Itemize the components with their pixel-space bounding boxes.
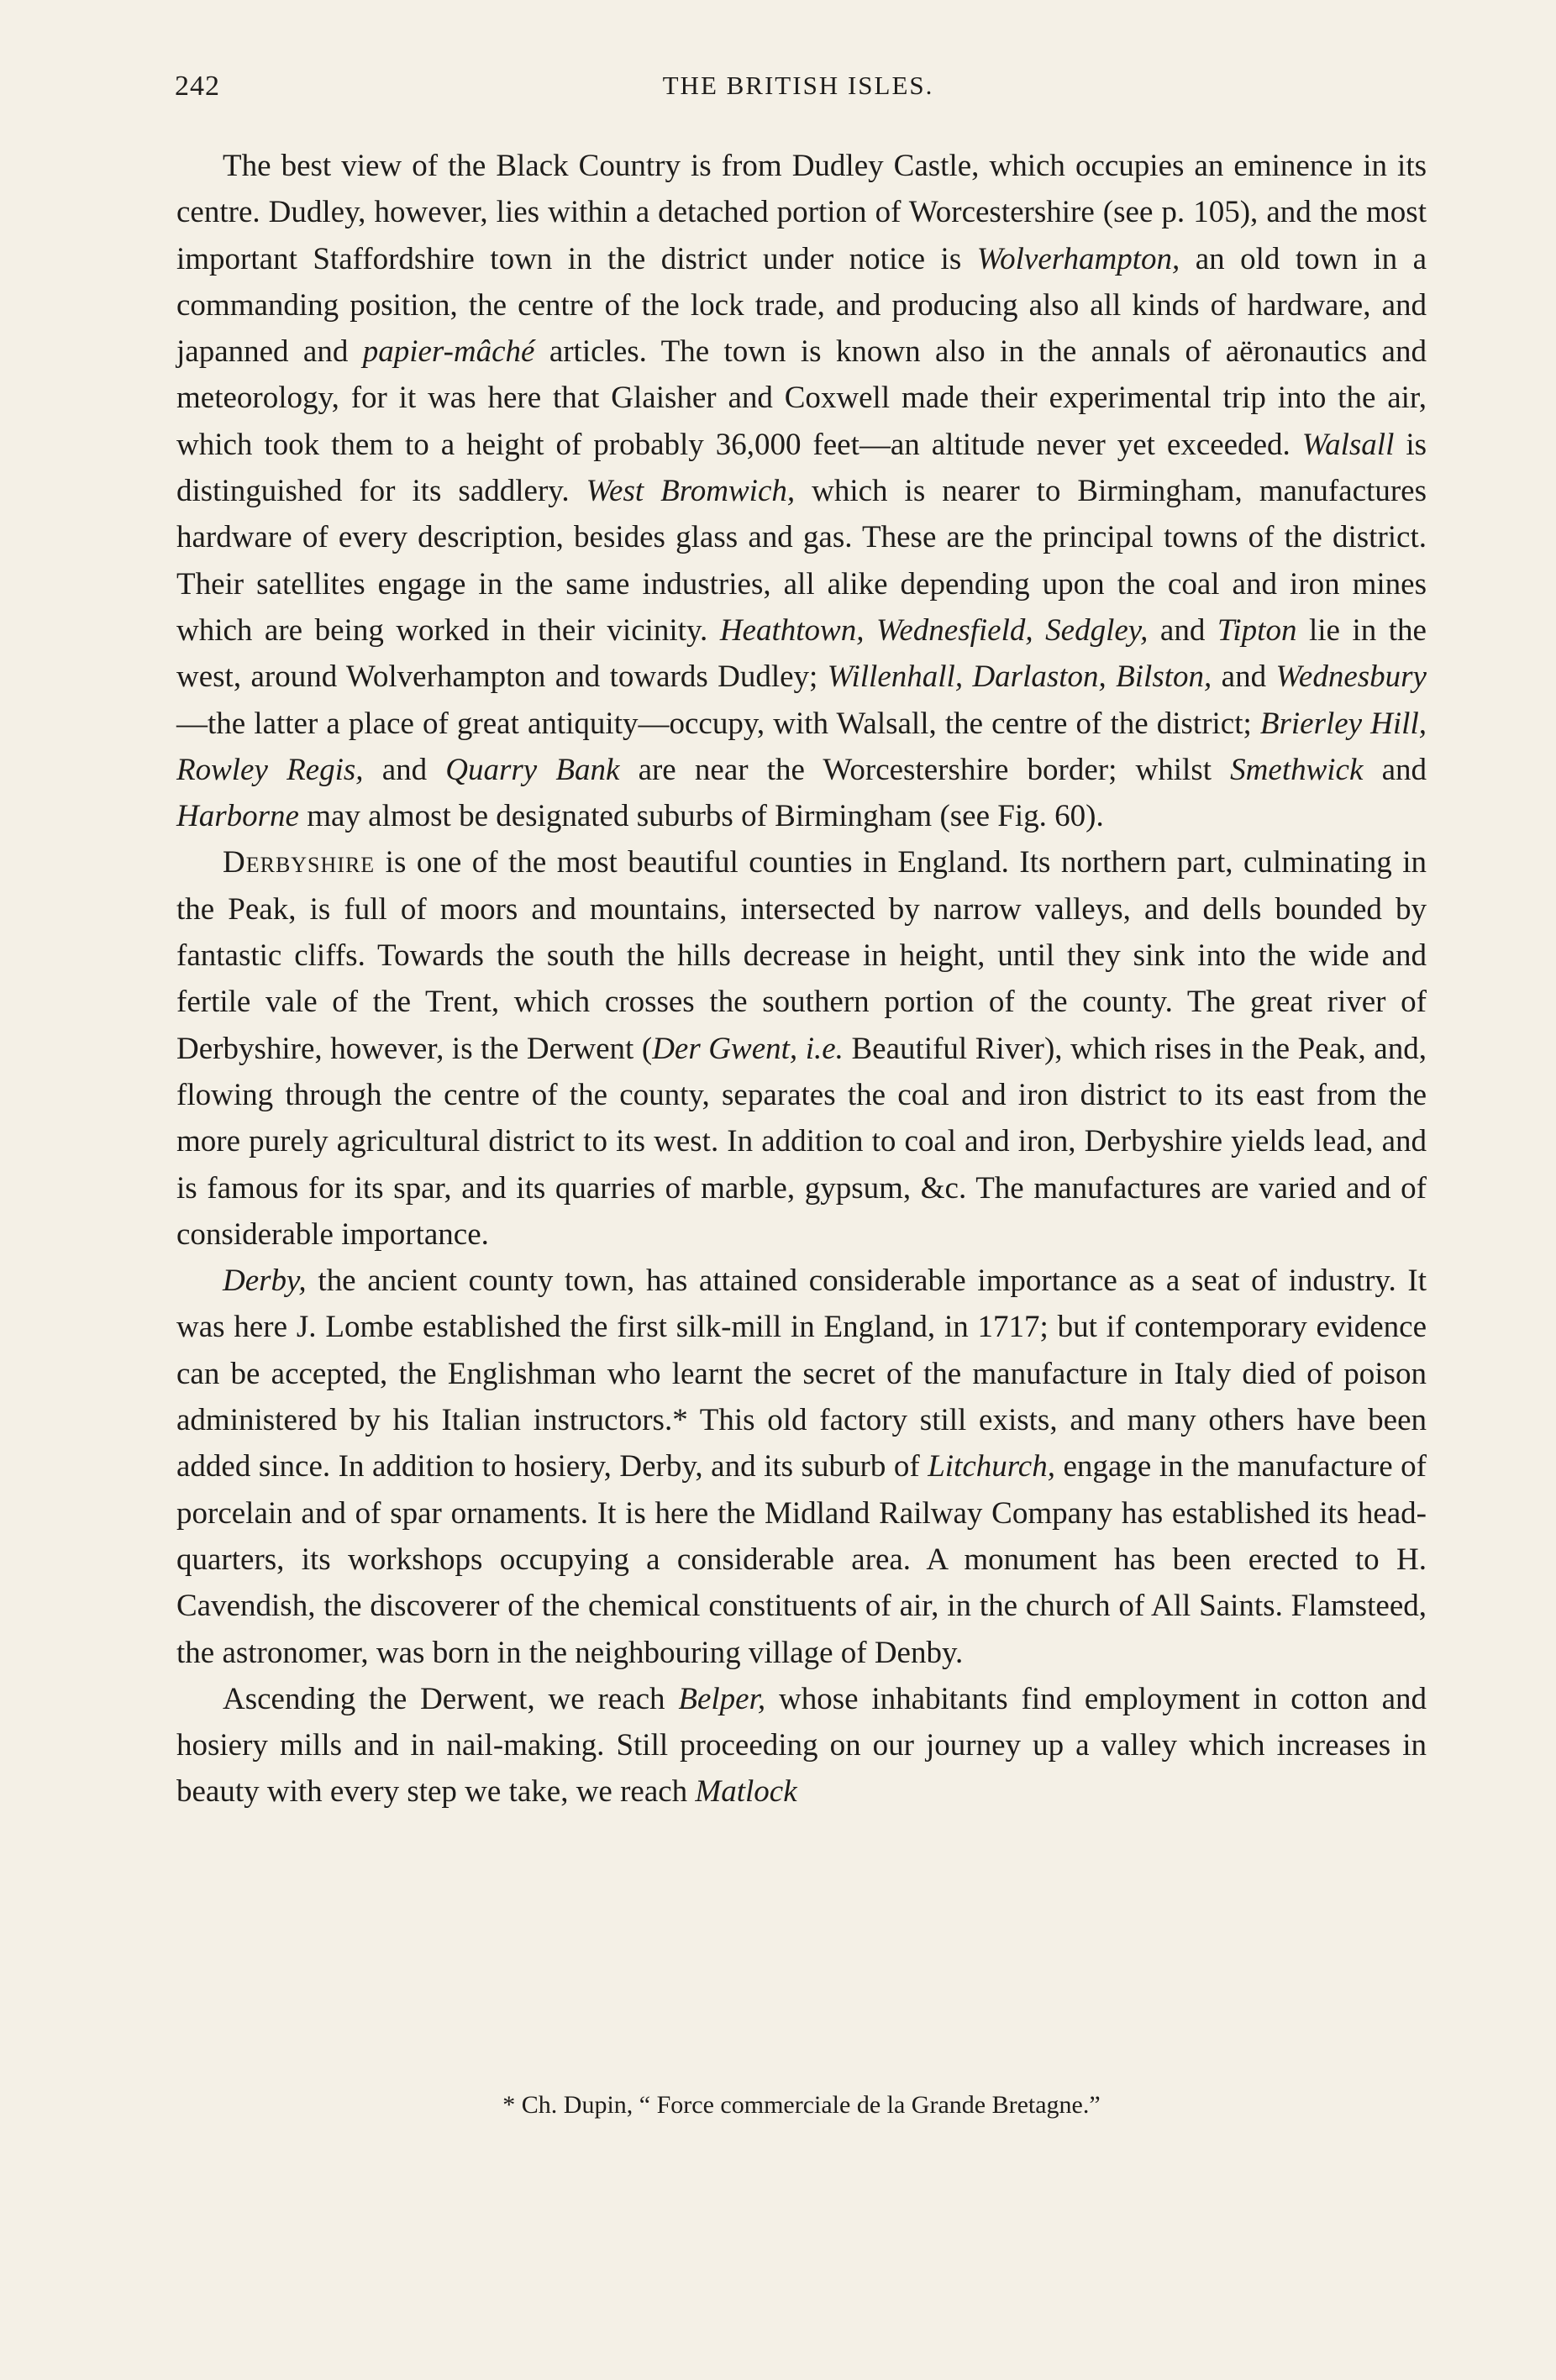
text-run: Beautiful River), which rises in the Peak, and, flowing through the centre of the county, separates the coal and iron district to its east from the more purely agricultural district to its west. In addition to coal and iron, Derbyshire yields lead, and is famous for its spar, and its quarries of marble, gypsum, &c. The manufactures are varied and of considerable importance. (176, 1031, 1427, 1252)
page-header (175, 71, 1422, 121)
text-run: and (363, 752, 446, 787)
italic-text: papier-mâché (362, 334, 535, 370)
text-run: and (1148, 612, 1217, 648)
italic-text: Tipton (1217, 612, 1297, 648)
italic-text: Wednesbury (1275, 659, 1427, 695)
text-run: is distinguished for its saddlery. (176, 427, 1427, 509)
italic-text: Harborne (176, 799, 299, 834)
italic-text: Derby, (223, 1264, 307, 1299)
text-run: —the latter a place of great antiquity—occupy, with Walsall, the centre of the district; (176, 706, 1260, 741)
italic-text: Willenhall, Darlaston, Bilston, (827, 659, 1212, 695)
italic-text: Quarry Bank (445, 752, 620, 787)
italic-text: Heathtown, Wednesfield, Sedgley, (719, 612, 1149, 648)
italic-text: Matlock (695, 1774, 797, 1810)
paragraph-black-country (176, 143, 1427, 839)
text-run: lie in the west, around Wolverhampton and towards Dudley; (176, 612, 1427, 695)
italic-text: Walsall (1301, 427, 1395, 462)
smallcaps-text: Derbyshire (223, 845, 376, 880)
text-run: which is nearer to Birmingham, manufactures hardware of every description, besides glass and gas. These are the principal towns of the district. Their satellites engage in the same industries, all alike depending upon the coal and iron mines which are being worked in their vicinity. (176, 474, 1427, 648)
italic-text: Der Gwent, i.e. (652, 1031, 844, 1066)
italic-text: Smethwick (1230, 752, 1364, 787)
footnote: * Ch. Dupin, “ Force commerciale de la Grande Bretagne.” (502, 2091, 1101, 2119)
running-title: THE BRITISH ISLES. (662, 71, 934, 100)
italic-text: West Bromwich, (586, 474, 796, 509)
italic-text: Belper, (678, 1681, 766, 1716)
text-run: and (1212, 659, 1276, 695)
paragraph-derbyshire (176, 839, 1427, 1258)
text-run: Ascending the Derwent, we reach (223, 1681, 679, 1716)
paragraph-belper (176, 1676, 1427, 1815)
paragraph-derby (176, 1258, 1427, 1676)
text-run: an old town in a commanding position, the centre of the lock trade, and producing also all kinds of hardware, and japanned and (176, 241, 1427, 370)
text-run: whose inhabitants find employment in cotton and hosiery mills and in nail-making. Still proceeding on our journey up a valley which increases in beauty with every step we take, we reach (176, 1681, 1427, 1810)
body-text (176, 143, 1427, 1815)
italic-text: Brierley Hill, Rowley Regis, (176, 706, 1427, 787)
text-run: is one of the most beautiful counties in England. Its northern part, culminating in the Peak, is full of moors and mountains, intersected by narrow valleys, and dells bounded by fantastic cliffs. Towards the south the hills decrease in height, until they sink into the wide and fertile vale of the Trent, which crosses the southern portion of the county. The great river of Derbyshire, however, is the Derwent ( (176, 845, 1427, 1066)
text-run: the ancient county town, has attained considerable importance as a seat of industry. It was here J. Lombe established the first silk-mill in England, in 1717; but if contemporary evidence can be accepted, the Englishman who learnt the secret of the manufacture in Italy died of poison administered by his Italian instructors.* This old factory still exists, and many others have been added since. In addition to hosiery, Derby, and its suburb of (176, 1264, 1427, 1484)
text-run: may almost be designated suburbs of Birmingham (see Fig. 60). (298, 799, 1104, 834)
text-run: articles. The town is known also in the annals of aëronautics and meteorology, for it was here that Glaisher and Coxwell made their experimental trip into the air, which took them to a height of probably 36,000 feet—an altitude never yet exceeded. (176, 334, 1427, 462)
italic-text: Wolverhampton, (976, 241, 1180, 276)
text-run: The best view of the Black Country is from Dudley Castle, which occupies an eminence in its centre. Dudley, however, lies within a detached portion of Worcestershire (see p. 105), and the most important Staffordshire town in the district under notice is (176, 149, 1427, 276)
text-run: engage in the manufacture of porcelain and of spar ornaments. It is here the Midland Railway Company has established its head-quarters, its workshops occupying a considerable area. A monument has been erected to H. Cavendish, the discoverer of the chemical constituents of air, in the church of All Saints. Flamsteed, the astronomer, was born in the neighbouring village of Denby. (176, 1449, 1427, 1670)
text-run: are near the Worcestershire border; whilst (619, 752, 1231, 787)
italic-text: Litchurch, (928, 1449, 1055, 1484)
page-number: 242 (175, 71, 220, 102)
text-run: and (1363, 752, 1427, 787)
